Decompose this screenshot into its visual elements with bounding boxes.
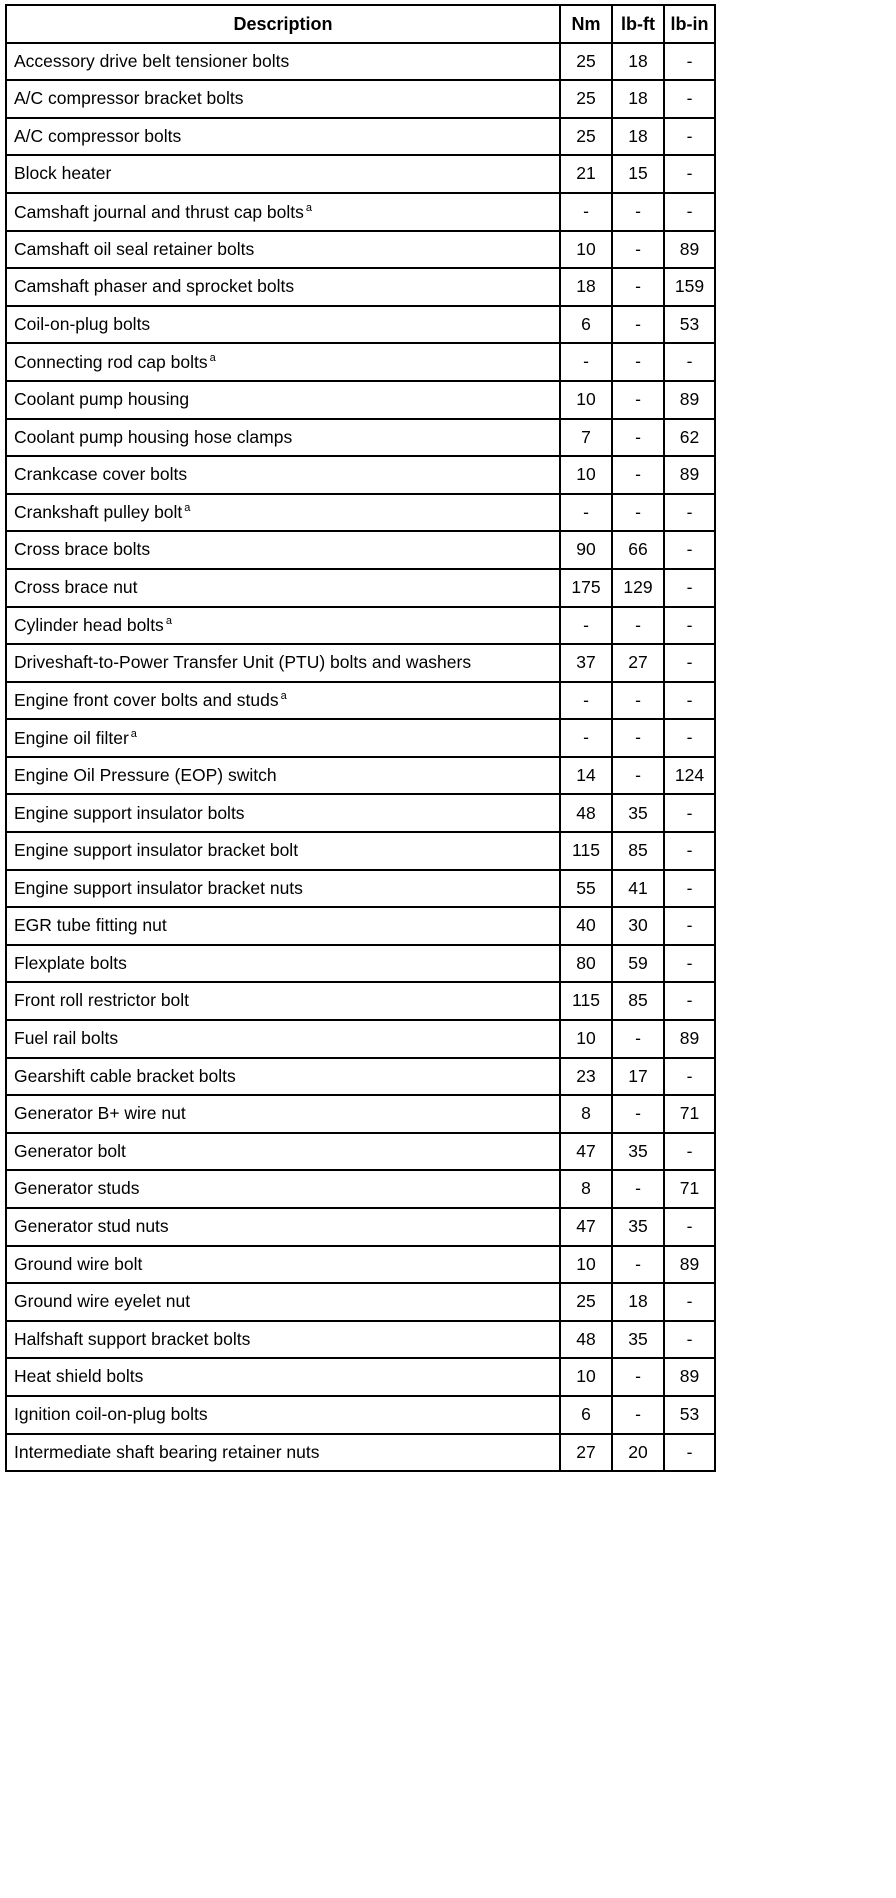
table-row <box>6 1396 715 1434</box>
description-text: Ground wire eyelet nut <box>14 1291 191 1312</box>
description-text: Generator studs <box>14 1178 140 1199</box>
lbin-cell: - <box>664 1208 715 1246</box>
lbft-cell: 41 <box>612 870 664 908</box>
nm-cell: 6 <box>560 1396 612 1434</box>
nm-cell: 10 <box>560 1358 612 1396</box>
lbft-cell: 15 <box>612 155 664 193</box>
table-row <box>6 43 715 81</box>
nm-cell: 27 <box>560 1434 612 1472</box>
table-row <box>6 155 715 193</box>
table-row <box>6 1133 715 1171</box>
lbft-cell: - <box>612 1095 664 1133</box>
description-text: Engine support insulator bracket bolt <box>14 840 299 861</box>
lbin-cell: 89 <box>664 456 715 494</box>
lbin-cell: 159 <box>664 268 715 306</box>
lbft-cell: 129 <box>612 569 664 607</box>
description-cell <box>6 343 560 381</box>
description-text: Generator B+ wire nut <box>14 1103 186 1124</box>
table-row <box>6 719 715 757</box>
lbin-cell: - <box>664 343 715 381</box>
table-row <box>6 870 715 908</box>
table-row <box>6 531 715 569</box>
description-cell <box>6 531 560 569</box>
description-text: EGR tube fitting nut <box>14 915 167 936</box>
lbin-cell: - <box>664 832 715 870</box>
table-row <box>6 945 715 983</box>
table-row <box>6 1358 715 1396</box>
nm-cell: 90 <box>560 531 612 569</box>
lbin-cell: - <box>664 80 715 118</box>
lbin-cell: - <box>664 870 715 908</box>
description-cell <box>6 1020 560 1058</box>
description-text: Coolant pump housing <box>14 388 190 409</box>
footnote-marker: a <box>184 502 191 515</box>
column-header-description: Description <box>6 5 560 43</box>
lbft-cell: - <box>612 456 664 494</box>
footnote-marker: a <box>165 615 172 628</box>
torque-specification-table <box>5 4 716 1472</box>
description-text: Engine support insulator bracket nuts <box>14 877 303 898</box>
lbin-cell: 62 <box>664 419 715 457</box>
lbin-cell: - <box>664 118 715 156</box>
lbin-cell: 89 <box>664 1246 715 1284</box>
lbft-cell: - <box>612 1020 664 1058</box>
description-text: Intermediate shaft bearing retainer nuts <box>14 1441 320 1462</box>
nm-cell: 48 <box>560 794 612 832</box>
table-row <box>6 1058 715 1096</box>
table-body <box>6 43 715 1472</box>
nm-cell: 25 <box>560 1283 612 1321</box>
lbft-cell: - <box>612 1358 664 1396</box>
description-cell <box>6 1246 560 1284</box>
nm-cell: 25 <box>560 43 612 81</box>
column-header-lbft: lb-ft <box>612 5 664 43</box>
table-row <box>6 1020 715 1058</box>
lbft-cell: - <box>612 343 664 381</box>
lbin-cell: - <box>664 945 715 983</box>
table-row <box>6 306 715 344</box>
description-cell <box>6 193 560 231</box>
lbft-cell: 18 <box>612 1283 664 1321</box>
description-text: Block heater <box>14 163 112 184</box>
lbin-cell: - <box>664 794 715 832</box>
column-header-lbin: lb-in <box>664 5 715 43</box>
lbft-cell: - <box>612 306 664 344</box>
lbft-cell: - <box>612 1396 664 1434</box>
lbin-cell: 53 <box>664 306 715 344</box>
description-cell <box>6 1058 560 1096</box>
description-cell <box>6 1208 560 1246</box>
lbft-cell: 35 <box>612 1208 664 1246</box>
lbft-cell: 59 <box>612 945 664 983</box>
lbft-cell: 85 <box>612 982 664 1020</box>
description-text: Ignition coil-on-plug bolts <box>14 1404 208 1425</box>
description-cell <box>6 1396 560 1434</box>
description-text: Engine Oil Pressure (EOP) switch <box>14 764 277 785</box>
lbft-cell: 27 <box>612 644 664 682</box>
table-row <box>6 982 715 1020</box>
lbin-cell: - <box>664 531 715 569</box>
description-cell <box>6 832 560 870</box>
description-text: Front roll restrictor bolt <box>14 990 190 1011</box>
nm-cell: 8 <box>560 1095 612 1133</box>
table-row <box>6 757 715 795</box>
lbin-cell: - <box>664 494 715 532</box>
description-text: Camshaft journal and thrust cap bolts <box>14 201 304 222</box>
nm-cell: - <box>560 343 612 381</box>
description-text: Driveshaft-to-Power Transfer Unit (PTU) bolts and washers <box>14 652 472 673</box>
footnote-marker: a <box>209 351 216 364</box>
table-row <box>6 456 715 494</box>
lbin-cell: - <box>664 907 715 945</box>
description-cell <box>6 757 560 795</box>
nm-cell: 10 <box>560 1246 612 1284</box>
lbft-cell: 30 <box>612 907 664 945</box>
table-row <box>6 1208 715 1246</box>
nm-cell: 115 <box>560 832 612 870</box>
description-text: Crankcase cover bolts <box>14 464 188 485</box>
lbft-cell: - <box>612 682 664 720</box>
nm-cell: 7 <box>560 419 612 457</box>
description-cell <box>6 1283 560 1321</box>
nm-cell: 40 <box>560 907 612 945</box>
table-row <box>6 494 715 532</box>
table-row <box>6 80 715 118</box>
description-text: Engine oil filter <box>14 727 129 748</box>
lbin-cell: - <box>664 719 715 757</box>
description-text: Crankshaft pulley bolt <box>14 502 183 523</box>
lbft-cell: 18 <box>612 118 664 156</box>
footnote-marker: a <box>305 201 313 214</box>
nm-cell: 25 <box>560 80 612 118</box>
nm-cell: 18 <box>560 268 612 306</box>
nm-cell: 25 <box>560 118 612 156</box>
lbin-cell: - <box>664 644 715 682</box>
lbft-cell: - <box>612 494 664 532</box>
description-text: Generator bolt <box>14 1140 126 1161</box>
description-text: Cross brace nut <box>14 576 138 597</box>
lbin-cell: 89 <box>664 1020 715 1058</box>
description-text: A/C compressor bolts <box>14 125 182 146</box>
lbft-cell: - <box>612 231 664 269</box>
lbin-cell: - <box>664 1133 715 1171</box>
description-cell <box>6 456 560 494</box>
description-cell <box>6 682 560 720</box>
lbft-cell: 66 <box>612 531 664 569</box>
description-text: Accessory drive belt tensioner bolts <box>14 50 290 71</box>
description-text: Connecting rod cap bolts <box>14 351 208 372</box>
nm-cell: 6 <box>560 306 612 344</box>
table-row <box>6 682 715 720</box>
nm-cell: 14 <box>560 757 612 795</box>
lbft-cell: 17 <box>612 1058 664 1096</box>
table-row <box>6 1095 715 1133</box>
table-row <box>6 268 715 306</box>
description-cell <box>6 1133 560 1171</box>
lbft-cell: - <box>612 419 664 457</box>
table-row <box>6 1170 715 1208</box>
table-row <box>6 231 715 269</box>
lbin-cell: 71 <box>664 1170 715 1208</box>
table-row <box>6 118 715 156</box>
table-header-row <box>6 5 715 43</box>
table-row <box>6 794 715 832</box>
description-cell <box>6 1358 560 1396</box>
lbft-cell: - <box>612 381 664 419</box>
description-cell <box>6 982 560 1020</box>
description-cell <box>6 719 560 757</box>
nm-cell: - <box>560 719 612 757</box>
description-text: Ground wire bolt <box>14 1253 143 1274</box>
lbft-cell: 20 <box>612 1434 664 1472</box>
description-cell <box>6 381 560 419</box>
description-cell <box>6 644 560 682</box>
description-cell <box>6 1095 560 1133</box>
footnote-marker: a <box>280 690 287 703</box>
nm-cell: 37 <box>560 644 612 682</box>
nm-cell: 23 <box>560 1058 612 1096</box>
nm-cell: 10 <box>560 231 612 269</box>
description-cell <box>6 1321 560 1359</box>
table-row <box>6 607 715 645</box>
lbin-cell: - <box>664 607 715 645</box>
nm-cell: 10 <box>560 456 612 494</box>
nm-cell: 48 <box>560 1321 612 1359</box>
description-text: A/C compressor bracket bolts <box>14 88 244 109</box>
description-cell <box>6 306 560 344</box>
table-row <box>6 644 715 682</box>
lbin-cell: - <box>664 569 715 607</box>
description-cell <box>6 1434 560 1472</box>
description-text: Fuel rail bolts <box>14 1028 119 1049</box>
lbin-cell: 89 <box>664 1358 715 1396</box>
description-cell <box>6 907 560 945</box>
description-cell <box>6 494 560 532</box>
nm-cell: 175 <box>560 569 612 607</box>
description-text: Generator stud nuts <box>14 1216 169 1237</box>
lbin-cell: - <box>664 1058 715 1096</box>
lbft-cell: - <box>612 1170 664 1208</box>
lbin-cell: 89 <box>664 231 715 269</box>
description-cell <box>6 231 560 269</box>
table-row <box>6 907 715 945</box>
nm-cell: 10 <box>560 381 612 419</box>
lbin-cell: - <box>664 193 715 231</box>
nm-cell: - <box>560 193 612 231</box>
lbft-cell: - <box>612 193 664 231</box>
nm-cell: - <box>560 682 612 720</box>
nm-cell: - <box>560 607 612 645</box>
description-text: Engine support insulator bolts <box>14 802 245 823</box>
footnote-marker: a <box>130 727 137 740</box>
description-text: Camshaft oil seal retainer bolts <box>14 238 255 259</box>
lbin-cell: - <box>664 43 715 81</box>
lbin-cell: - <box>664 1434 715 1472</box>
lbft-cell: 35 <box>612 1133 664 1171</box>
lbin-cell: - <box>664 1321 715 1359</box>
description-cell <box>6 870 560 908</box>
nm-cell: 115 <box>560 982 612 1020</box>
lbin-cell: - <box>664 982 715 1020</box>
description-text: Coil-on-plug bolts <box>14 313 151 334</box>
lbin-cell: 124 <box>664 757 715 795</box>
table-row <box>6 381 715 419</box>
table-row <box>6 569 715 607</box>
description-text: Camshaft phaser and sprocket bolts <box>14 276 295 297</box>
description-cell <box>6 118 560 156</box>
lbin-cell: 71 <box>664 1095 715 1133</box>
nm-cell: 10 <box>560 1020 612 1058</box>
table-row <box>6 1283 715 1321</box>
description-text: Cross brace bolts <box>14 539 151 560</box>
lbin-cell: - <box>664 1283 715 1321</box>
table-row <box>6 1321 715 1359</box>
description-cell <box>6 268 560 306</box>
nm-cell: 47 <box>560 1133 612 1171</box>
lbft-cell: - <box>612 1246 664 1284</box>
table-row <box>6 419 715 457</box>
lbft-cell: - <box>612 268 664 306</box>
lbft-cell: - <box>612 607 664 645</box>
description-text: Flexplate bolts <box>14 952 127 973</box>
description-cell <box>6 43 560 81</box>
lbft-cell: 18 <box>612 80 664 118</box>
lbft-cell: - <box>612 719 664 757</box>
description-text: Cylinder head bolts <box>14 615 164 636</box>
nm-cell: 80 <box>560 945 612 983</box>
lbft-cell: 85 <box>612 832 664 870</box>
lbin-cell: 89 <box>664 381 715 419</box>
table-row <box>6 193 715 231</box>
description-text: Heat shield bolts <box>14 1366 144 1387</box>
description-cell <box>6 945 560 983</box>
description-cell <box>6 155 560 193</box>
lbin-cell: - <box>664 155 715 193</box>
nm-cell: 55 <box>560 870 612 908</box>
lbft-cell: 18 <box>612 43 664 81</box>
table-row <box>6 1434 715 1472</box>
description-cell <box>6 607 560 645</box>
nm-cell: - <box>560 494 612 532</box>
table-row <box>6 832 715 870</box>
description-cell <box>6 80 560 118</box>
nm-cell: 47 <box>560 1208 612 1246</box>
description-cell <box>6 569 560 607</box>
lbft-cell: 35 <box>612 1321 664 1359</box>
table-row <box>6 1246 715 1284</box>
description-text: Coolant pump housing hose clamps <box>14 426 293 447</box>
lbin-cell: - <box>664 682 715 720</box>
description-cell <box>6 419 560 457</box>
description-cell <box>6 794 560 832</box>
description-text: Gearshift cable bracket bolts <box>14 1065 236 1086</box>
lbin-cell: 53 <box>664 1396 715 1434</box>
nm-cell: 8 <box>560 1170 612 1208</box>
description-cell <box>6 1170 560 1208</box>
lbft-cell: 35 <box>612 794 664 832</box>
table-row <box>6 343 715 381</box>
nm-cell: 21 <box>560 155 612 193</box>
lbft-cell: - <box>612 757 664 795</box>
description-text: Halfshaft support bracket bolts <box>14 1328 251 1349</box>
column-header-nm: Nm <box>560 5 612 43</box>
description-text: Engine front cover bolts and studs <box>14 690 279 711</box>
